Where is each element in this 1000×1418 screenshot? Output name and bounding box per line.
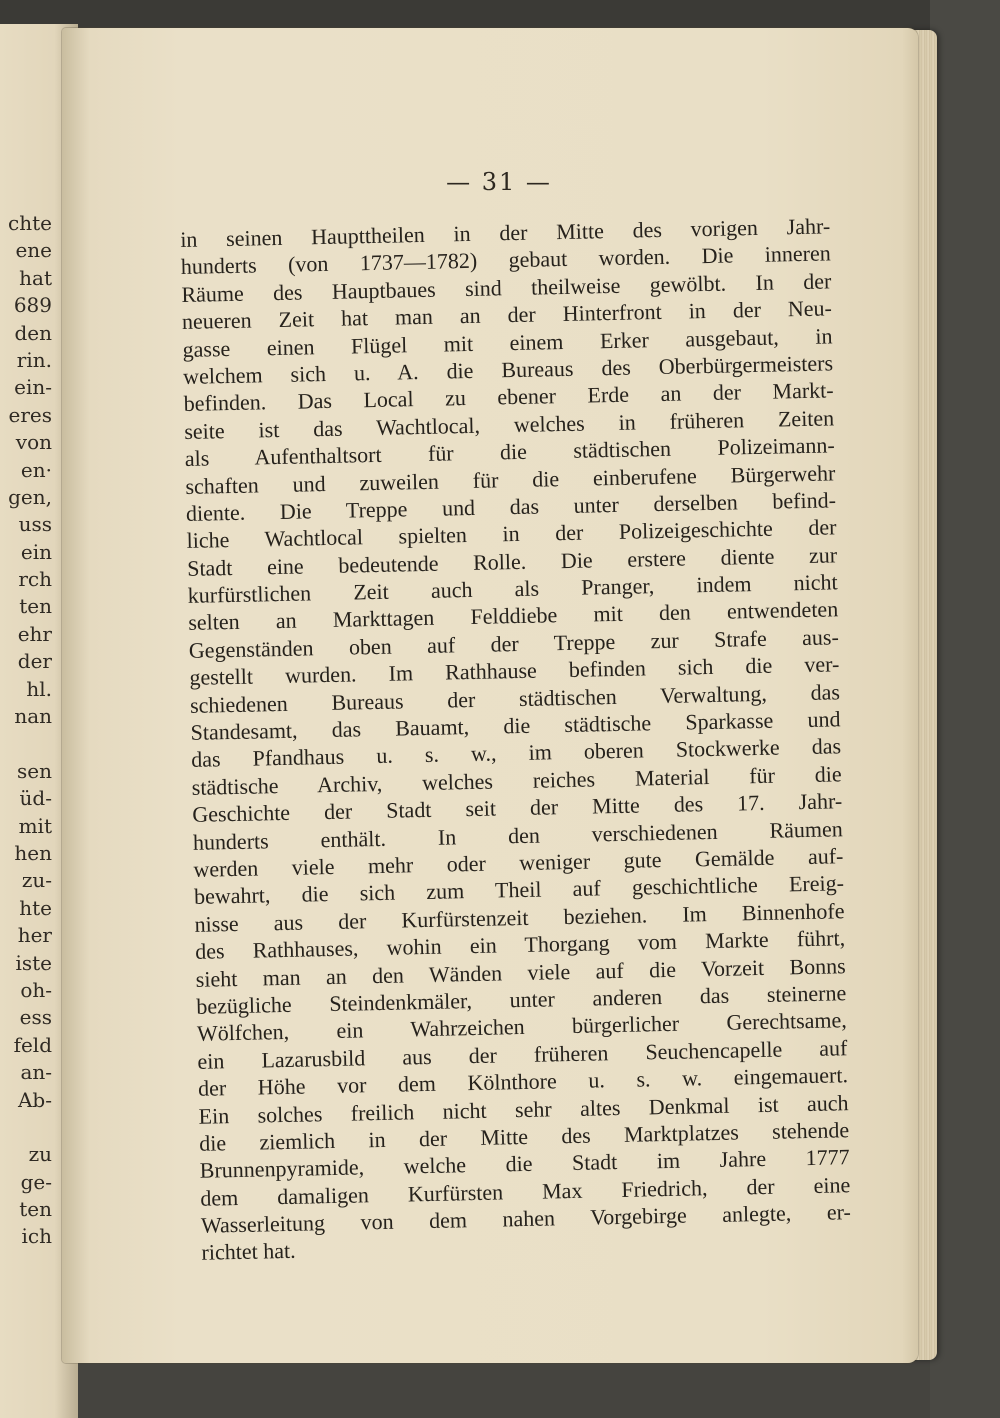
previous-page-fragment: ein bbox=[20, 539, 52, 564]
text-line: Brunnenpyramide, welche die Stadt im Jahre 1777 bbox=[199, 1144, 850, 1184]
previous-page-fragment: feld bbox=[13, 1032, 52, 1057]
text-line: Ein solches freilich nicht sehr altes Denkmal ist auch bbox=[198, 1089, 849, 1129]
previous-page-fragment: hl. bbox=[26, 676, 52, 701]
previous-page-fragment: ge- bbox=[20, 1169, 52, 1194]
previous-page-fragment: nan bbox=[14, 704, 52, 729]
previous-page-fragment: rch bbox=[18, 567, 52, 592]
text-line: kurfürstlichen Zeit auch als Pranger, indem nicht bbox=[187, 569, 838, 608]
text-line: hunderts (von 1737—1782) gebaut worden. Die inneren bbox=[180, 240, 831, 280]
previous-page-fragment: chte bbox=[8, 211, 52, 235]
previous-page-fragment: der bbox=[17, 649, 52, 674]
text-line: befinden. Das Local zu ebener Erde an der Markt- bbox=[183, 377, 834, 417]
previous-page-fragment: von bbox=[15, 430, 52, 455]
text-line: nisse aus der Kurfürstenzeit beziehen. Im Binnenhofe bbox=[194, 898, 845, 937]
previous-page-fragment: ich bbox=[21, 1224, 52, 1249]
previous-page-fragment: gen, bbox=[8, 484, 52, 509]
previous-page-fragment: en· bbox=[20, 457, 52, 482]
text-line: bewahrt, die sich zum Theil auf geschichtliche Ereig- bbox=[193, 870, 845, 910]
previous-page-fragment bbox=[0, 730, 52, 757]
text-line: schaften und zuweilen für die einberufene Bürgerwehr bbox=[185, 459, 836, 499]
previous-page-fragment: ess bbox=[19, 1005, 52, 1030]
text-line: hunderts enthält. In den verschiedenen Räumen bbox=[192, 815, 844, 855]
text-line: Wasserleitung von dem nahen Vorgebirge anlegte, er- bbox=[200, 1199, 852, 1238]
previous-page-fragment: eres bbox=[8, 402, 52, 427]
previous-page-fragment: ene bbox=[15, 238, 52, 263]
previous-page-fragment: uss bbox=[18, 512, 52, 537]
text-line: des Rathhauses, wohin ein Thorgang vom Markte führt, bbox=[194, 925, 846, 964]
previous-page-fragment: rin. bbox=[16, 347, 52, 372]
text-line: liche Wachtlocal spielten in der Polizeigeschichte der bbox=[186, 514, 837, 554]
previous-page-fragment: ehr bbox=[17, 621, 52, 646]
text-line: sieht man an den Wänden viele auf die Vorzeit Bonns bbox=[195, 952, 846, 992]
text-line: Geschichte der Stadt seit der Mitte des 17. Jahr- bbox=[192, 788, 843, 828]
page-number: — 31 — bbox=[446, 168, 552, 196]
previous-page-fragment: üd- bbox=[19, 786, 52, 811]
text-line: dem damaligen Kurfürsten Max Friedrich, der eine bbox=[200, 1171, 851, 1211]
previous-page-fragment: mit bbox=[18, 813, 52, 838]
previous-page-fragment: zu- bbox=[21, 868, 52, 893]
previous-page-fragment bbox=[0, 1114, 52, 1141]
text-line: Räume des Hauptbaues sind theilweise gewölbt. In der bbox=[181, 268, 832, 307]
previous-page-fragment: Ab- bbox=[17, 1087, 52, 1112]
previous-page-fragment: ten bbox=[19, 1197, 52, 1222]
previous-page-fragment: iste bbox=[15, 950, 52, 975]
text-line: das Pfandhaus u. s. w., im oberen Stockwerke das bbox=[190, 733, 842, 773]
body-text bbox=[180, 212, 852, 1266]
previous-page-fragment: ein- bbox=[14, 375, 52, 400]
backdrop-right bbox=[930, 0, 1000, 1418]
text-line: richtet hat. bbox=[201, 1238, 296, 1266]
previous-page-fragment: hat bbox=[19, 265, 52, 290]
previous-page-text-fragments bbox=[0, 210, 52, 1251]
previous-page-fragment: oh- bbox=[20, 977, 52, 1002]
text-line: Stadt eine bedeutende Rolle. Die erstere diente zur bbox=[186, 542, 838, 581]
text-line: bezügliche Steindenkmäler, unter anderen das steinerne bbox=[196, 980, 847, 1019]
text-line: selten an Markttagen Felddiebe mit den entwendeten bbox=[188, 596, 839, 636]
previous-page-fragment: zu bbox=[28, 1142, 52, 1167]
text-line: Standesamt, das Bauamt, die städtische Sparkasse und bbox=[190, 706, 841, 745]
previous-page-fragment: hen bbox=[14, 840, 52, 865]
text-line: städtische Archiv, welches reiches Material für die bbox=[191, 761, 842, 800]
book-page bbox=[62, 28, 918, 1363]
text-line: seite ist das Wachtlocal, welches in früheren Zeiten bbox=[184, 405, 835, 444]
text-line: werden viele mehr oder weniger gute Gemälde auf- bbox=[193, 843, 844, 882]
text-line: die ziemlich in der Mitte des Marktplatzes stehende bbox=[198, 1117, 850, 1156]
text-line: schiedenen Bureaus der städtischen Verwaltung, das bbox=[189, 678, 841, 718]
text-line: ein Lazarusbild aus der früheren Seuchencapelle auf bbox=[197, 1034, 848, 1074]
previous-page-fragment: den bbox=[14, 320, 52, 345]
text-line: gestellt wurden. Im Rathhause befinden sich die ver- bbox=[189, 651, 840, 691]
text-line: neueren Zeit hat man an der Hinterfront in der Neu- bbox=[181, 295, 833, 335]
text-line: Wölfchen, ein Wahrzeichen bürgerlicher Gerechtsame, bbox=[196, 1007, 848, 1047]
text-line: gasse einen Flügel mit einem Erker ausgebaut, in bbox=[182, 322, 833, 362]
text-line: der Höhe vor dem Kölnthore u. s. w. eingemauert. bbox=[197, 1062, 849, 1101]
text-line: Gegenständen oben auf der Treppe zur Strafe aus- bbox=[188, 624, 840, 663]
previous-page-fragment: hte bbox=[19, 895, 52, 920]
previous-page-fragment: 689 bbox=[13, 293, 52, 318]
text-line: in seinen Haupttheilen in der Mitte des vorigen Jahr- bbox=[180, 213, 831, 252]
previous-page-fragment: an- bbox=[20, 1060, 52, 1085]
text-line: als Aufenthaltsort für die städtischen Polizeimann- bbox=[184, 432, 835, 472]
text-line: welchem sich u. A. die Bureaus des Oberbürgermeisters bbox=[182, 350, 834, 389]
text-line: diente. Die Treppe und das unter derselben befind- bbox=[185, 487, 837, 526]
previous-page-fragment: ten bbox=[19, 594, 52, 619]
previous-page-fragment: her bbox=[17, 923, 52, 948]
previous-page-fragment: sen bbox=[17, 758, 52, 783]
